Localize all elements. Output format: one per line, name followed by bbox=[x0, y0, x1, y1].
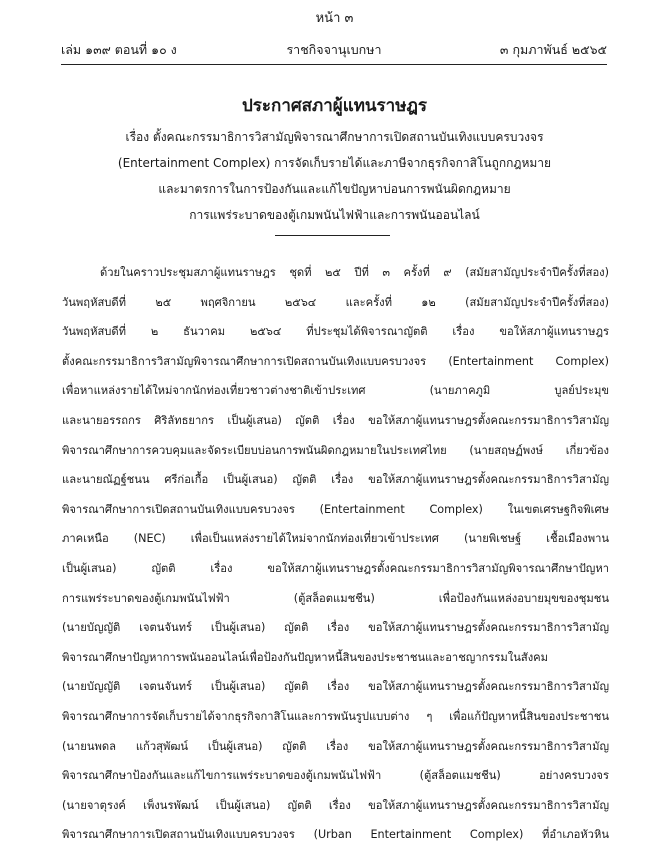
body-line: เพื่อหาแหล่งรายได้ใหม่จากนักท่องเที่ยวชาวต่างชาติเข้าประเทศ (นายภาคภูมิ บูลย์ประมุข bbox=[62, 384, 609, 398]
subject-line: เรื่อง ตั้งคณะกรรมาธิการวิสามัญพิจารณาศึกษาการเปิดสถานบันเทิงแบบครบวงจร bbox=[125, 130, 544, 144]
body-line: ตั้งคณะกรรมาธิการวิสามัญพิจารณาศึกษาการเปิดสถานบันเทิงแบบครบวงจร (Entertainment Complex) bbox=[62, 354, 609, 368]
volume-issue: เล่ม ๑๓๙ ตอนที่ ๑๐ ง bbox=[61, 42, 177, 57]
body-line: พิจารณาศึกษาการเปิดสถานบันเทิงแบบครบวงจร (Urban Entertainment Complex) ที่อำเภอหัวหิน bbox=[62, 828, 609, 842]
body-line: เป็นผู้เสนอ) ญัตติ เรื่อง ขอให้สภาผู้แทนราษฎรตั้งคณะกรรมาธิการวิสามัญพิจารณาศึกษาปัญหา bbox=[62, 561, 609, 575]
section-divider bbox=[275, 235, 390, 236]
announcement-title: ประกาศสภาผู้แทนราษฎร bbox=[242, 96, 427, 116]
gazette-header bbox=[61, 40, 607, 62]
body-line: ด้วยในคราวประชุมสภาผู้แทนราษฎร ชุดที่ ๒๕ ปีที่ ๓ ครั้งที่ ๙ (สมัยสามัญประจำปีครั้งที่สอง) bbox=[100, 266, 609, 279]
body-line: (นายนพดล แก้วสุพัฒน์ เป็นผู้เสนอ) ญัตติ เรื่อง ขอให้สภาผู้แทนราษฎรตั้งคณะกรรมาธิการวิสามัญ bbox=[62, 739, 609, 753]
subject-line: การแพร่ระบาดของตู้เกมพนันไฟฟ้าและการพนันออนไลน์ bbox=[189, 208, 480, 222]
body-line: (นายบัญญัติ เจตนจันทร์ เป็นผู้เสนอ) ญัตติ เรื่อง ขอให้สภาผู้แทนราษฎรตั้งคณะกรรมาธิการวิสามัญ bbox=[62, 621, 609, 635]
body-line: (นายบัญญัติ เจตนจันทร์ เป็นผู้เสนอ) ญัตติ เรื่อง ขอให้สภาผู้แทนราษฎรตั้งคณะกรรมาธิการวิสามัญ bbox=[62, 680, 609, 694]
body-line: พิจารณาศึกษาการเปิดสถานบันเทิงแบบครบวงจร (Entertainment Complex) ในเขตเศรษฐกิจพิเศษ bbox=[62, 502, 609, 516]
announcement-subject bbox=[50, 124, 619, 228]
publication-date: ๓ กุมภาพันธ์ ๒๕๖๕ bbox=[499, 42, 607, 57]
page-number: หน้า ๓ bbox=[315, 11, 354, 26]
gazette-name: ราชกิจจานุเบกษา bbox=[286, 42, 382, 57]
body-line: พิจารณาศึกษาปัญหาการพนันออนไลน์เพื่อป้องกันปัญหาหนี้สินของประชาชนและอาชญากรรมในสังคม bbox=[62, 650, 549, 664]
body-line: และนายณัฏฐ์ชนน ศรีก่อเกื้อ เป็นผู้เสนอ) ญัตติ เรื่อง ขอให้สภาผู้แทนราษฎรตั้งคณะกรรมาธิการวิสามัญ bbox=[62, 473, 609, 487]
body-line: (นายจาตุรงค์ เพ็งนรพัฒน์ เป็นผู้เสนอ) ญัตติ เรื่อง ขอให้สภาผู้แทนราษฎรตั้งคณะกรรมาธิการวิสามัญ bbox=[62, 798, 609, 812]
announcement-body bbox=[62, 258, 609, 850]
body-line: ภาคเหนือ (NEC) เพื่อเป็นแหล่งรายได้ใหม่จากนักท่องเที่ยวเข้าประเทศ (นายพิเชษฐ์ เชื้อเมืองพาน bbox=[62, 532, 609, 546]
body-line: การแพร่ระบาดของตู้เกมพนันไฟฟ้า (ตู้สล็อตแมชชีน) เพื่อป้องกันแหล่งอบายมุขของชุมชน bbox=[62, 591, 609, 605]
body-line: วันพฤหัสบดีที่ ๒ ธันวาคม ๒๕๖๔ ที่ประชุมได้พิจารณาญัตติ เรื่อง ขอให้สภาผู้แทนราษฎร bbox=[62, 325, 609, 339]
subject-line: (Entertainment Complex) การจัดเก็บรายได้และภาษีจากธุรกิจกาสิโนถูกกฎหมาย bbox=[117, 156, 552, 170]
subject-line: และมาตรการในการป้องกันและแก้ไขปัญหาบ่อนการพนันผิดกฎหมาย bbox=[158, 182, 511, 196]
body-line: พิจารณาศึกษาป้องกันและแก้ไขการแพร่ระบาดของตู้เกมพนันไฟฟ้า (ตู้สล็อตแมชชีน) อย่างครบวงจร bbox=[62, 769, 609, 783]
body-line: และนายอรรถกร ศิริลัทธยากร เป็นผู้เสนอ) ญัตติ เรื่อง ขอให้สภาผู้แทนราษฎรตั้งคณะกรรมาธิการวิสามัญ bbox=[62, 413, 609, 427]
body-line: พิจารณาศึกษาการควบคุมและจัดระเบียบบ่อนการพนันผิดกฎหมายในประเทศไทย (นายสฤษฏ์พงษ์ เกี่ยวข้อง bbox=[62, 443, 609, 457]
header-rule bbox=[61, 64, 607, 65]
body-line: วันพฤหัสบดีที่ ๒๕ พฤศจิกายน ๒๕๖๔ และครั้งที่ ๑๒ (สมัยสามัญประจำปีครั้งที่สอง) bbox=[62, 295, 609, 309]
body-line: พิจารณาศึกษาการจัดเก็บรายได้จากธุรกิจกาสิโนและการพนันรูปแบบต่าง ๆ เพื่อแก้ปัญหาหนี้สินของประชาชน bbox=[62, 709, 609, 723]
